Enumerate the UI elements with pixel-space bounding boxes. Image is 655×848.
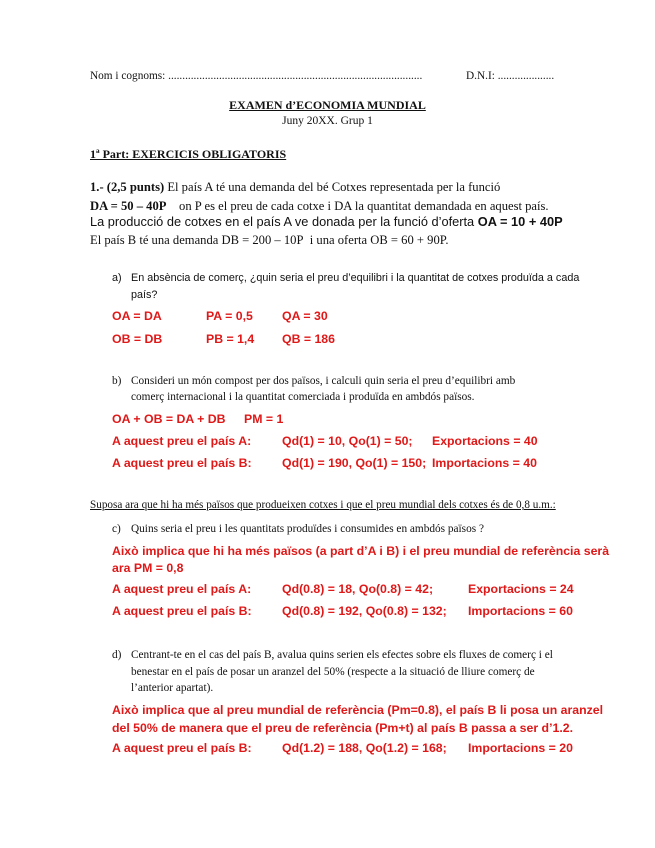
part-b-rowB-trade: Importacions = 40 <box>432 456 537 470</box>
part-d-answer-line1: Això implica que al preu mundial de referència (Pm=0.8), el país B li posa un aranzel <box>112 703 604 717</box>
part-c-rowB-quantities: Qd(0.8) = 192, Qo(0.8) = 132; <box>282 604 447 618</box>
part-d-question-line2: benestar en el país de posar un aranzel del 50% (respecte a la situació de lliure comerç de <box>131 666 535 678</box>
exercise1-intro-line3 <box>90 214 563 229</box>
part-c-answer-line2: ara PM = 0,8 <box>112 561 184 575</box>
exercise1-intro-line4 <box>90 233 449 248</box>
part-a-row1-price: PA = 0,5 <box>206 309 253 323</box>
part-b-rowA-quantities: Qd(1) = 10, Qo(1) = 50; <box>282 434 413 448</box>
part-a-row2-eq: OB = DB <box>112 332 163 346</box>
part-c-question: Quins seria el preu i les quantitats produïdes i consumides en ambdós països ? <box>131 523 484 535</box>
part-c-rowA-trade: Exportacions = 24 <box>468 582 574 596</box>
part-d-rowB-quantities: Qd(1.2) = 188, Qo(1.2) = 168; <box>282 741 447 755</box>
part-c-rowA-label: A aquest preu el país A: <box>112 582 252 596</box>
part-b-world-price: PM = 1 <box>244 412 284 426</box>
supply-a-formula: OA = 10 + 40P <box>477 214 563 229</box>
exam-title: EXAMEN d’ECONOMIA MUNDIAL <box>229 98 426 112</box>
part-b-rowA-trade: Exportacions = 40 <box>432 434 538 448</box>
part-c-answer-line1: Això implica que hi ha més països (a part d’A i B) i el preu mundial de referència serà <box>112 544 610 558</box>
supply-b-formula: i una oferta OB = 60 + 90P. <box>309 233 449 247</box>
part-c-rowB-label: A aquest preu el país B: <box>112 604 252 618</box>
part-b-rowA-label: A aquest preu el país A: <box>112 434 252 448</box>
part-d-rowB-trade: Importacions = 20 <box>468 741 573 755</box>
part-b-rowB-quantities: Qd(1) = 190, Qo(1) = 150; <box>282 456 427 470</box>
part-d-question-line1: Centrant-te en el cas del país B, avalua quins serien els efectes sobre els fluxes de comerç i el <box>131 649 553 661</box>
demand-a-description: on P es el preu de cada cotxe i DA la quantitat demandada en aquest país. <box>179 199 549 213</box>
part-b-question-line2: comerç internacional i la quantitat comerciada i produïda en ambdós països. <box>131 391 475 403</box>
dni-field-label: D.N.I: .................... <box>466 70 555 82</box>
part-d-rowB-label: A aquest preu el país B: <box>112 741 252 755</box>
supply-a-description: La producció de cotxes en el país A ve donada per la funció d’oferta <box>90 214 475 229</box>
exercise1-intro-text: El país A té una demanda del bé Cotxes representada per la funció <box>167 180 501 194</box>
part-a-row2-price: PB = 1,4 <box>206 332 255 346</box>
part-heading: 1ª Part: EXERCICIS OBLIGATORIS <box>90 147 287 161</box>
part-a-question-line2: país? <box>131 289 158 301</box>
name-field-label: Nom i cognoms: .......................................................................................... <box>90 70 423 82</box>
exam-subtitle: Juny 20XX. Grup 1 <box>282 115 373 127</box>
part-c-rowA-quantities: Qd(0.8) = 18, Qo(0.8) = 42; <box>282 582 434 596</box>
part-a-question-line1: En absència de comerç, ¿quin seria el preu d’equilibri i la quantitat de cotxes produïda a cada <box>131 272 580 284</box>
part-a-row1-quantity: QA = 30 <box>282 309 328 323</box>
exercise1-intro-line2 <box>90 199 549 214</box>
part-b-rowB-label: A aquest preu el país B: <box>112 456 252 470</box>
part-d-answer-line2: del 50% de manera que el preu de referència (Pm+t) al país B passa a ser d’1.2. <box>112 721 573 735</box>
demand-a-formula: DA = 50 – 40P <box>90 199 167 213</box>
part-b-label: b) <box>112 375 122 387</box>
part-d-label: d) <box>112 649 122 661</box>
part-d-question-line3: l’anterior apartat). <box>131 682 214 694</box>
exercise1-intro-line1 <box>90 180 500 195</box>
exercise1-number: 1.- (2,5 punts) <box>90 180 165 194</box>
part-b-question-line1: Consideri un món compost per dos països, i calculi quin seria el preu d’equilibri amb <box>131 375 516 387</box>
part-c-label: c) <box>112 523 121 535</box>
part-a-row2-quantity: QB = 186 <box>282 332 335 346</box>
part-c-rowB-trade: Importacions = 60 <box>468 604 573 618</box>
part-a-label: a) <box>112 272 122 284</box>
part-a-row1-eq: OA = DA <box>112 309 162 323</box>
demand-b-formula: El país B té una demanda DB = 200 – 10P <box>90 233 304 247</box>
part-b-equation: OA + OB = DA + DB <box>112 412 226 426</box>
world-price-assumption: Suposa ara que hi ha més països que produeixen cotxes i que el preu mundial dels cotxes és de 0,8 u.m.: <box>90 499 556 511</box>
